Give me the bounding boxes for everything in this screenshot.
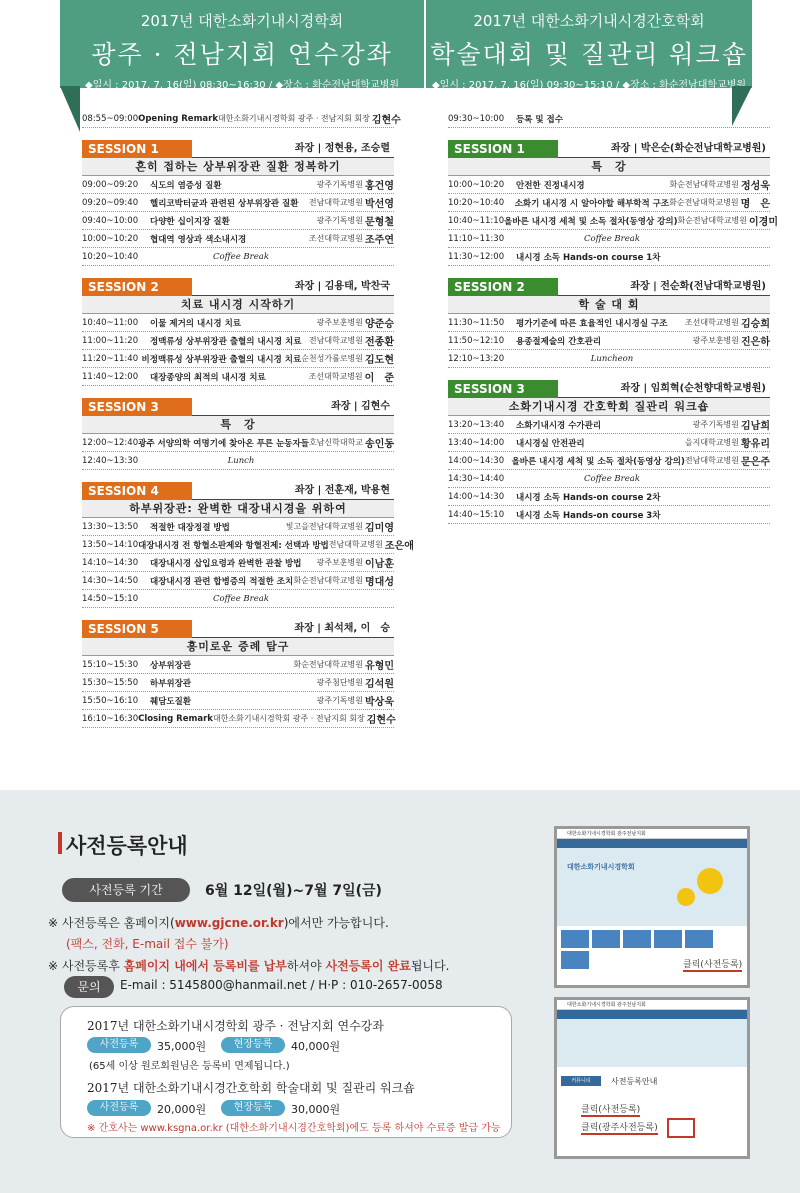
row-title: 비정맥류성 상부위장관 출혈의 내시경 치료: [141, 354, 302, 365]
right-header-info: ◆일시 : 2017. 7. 16(일) 09:30~15:10 / ◆장소 : 화순전남대학교병원: [431, 80, 747, 91]
program-row: [82, 368, 394, 386]
row-title: 상부위장관: [150, 660, 192, 671]
program-row: [82, 314, 394, 332]
row-title: 용종절제술의 간호관리: [516, 336, 602, 347]
row-speaker: 조은애: [384, 541, 414, 552]
row-speaker: 진은하: [741, 337, 770, 348]
session-label: SESSION 3: [82, 398, 192, 416]
row-time: 08:55~09:00: [82, 113, 139, 124]
program-row: [82, 212, 394, 230]
row-speaker: 명 은: [740, 199, 770, 210]
left-ribbon-fold: [60, 86, 80, 132]
row-time: 10:40~11:00: [82, 317, 139, 328]
left-header-event: 광주 · 전남지회 연수강좌: [91, 40, 393, 69]
row-title: 광주 서양의학 여명기에 찾아온 푸른 눈동자들: [138, 438, 309, 449]
row-title: Closing Remark: [138, 713, 213, 724]
note3-pre: ※ 사전등록후: [48, 959, 124, 973]
row-affiliation: 화순전남대학교병원: [293, 576, 364, 585]
row-speaker: 송인동: [365, 439, 395, 450]
row-affiliation: 대한소화기내시경학회 광주 · 전남지회 회장: [218, 114, 370, 123]
row-title: 대장내시경 삽입요령과 완벽한 관찰 방법: [150, 558, 302, 569]
fee-b-pre-amount: 20,000원: [157, 1103, 207, 1116]
row-speaker: 김도현: [365, 355, 394, 366]
row-affiliation: 순천성가롤로병원: [301, 354, 364, 363]
session-title: 흥미로운 증례 탐구: [82, 638, 394, 656]
row-affiliation: 광주기독병원: [316, 696, 364, 705]
row-title: Coffee Break: [584, 233, 640, 244]
registration-title: 사전등록안내: [66, 830, 188, 860]
row-affiliation: 광주기독병원: [316, 180, 364, 189]
row-title: 다양한 십이지장 질환: [150, 216, 230, 227]
site-name: 대한소화기내시경학회 광주전남지회: [557, 1000, 747, 1010]
session-header: [82, 140, 394, 158]
break-row: [82, 452, 394, 470]
row-title: 소화기 내시경 시 알아야할 해부학적 구조: [514, 198, 670, 209]
click-annotation: 클릭(사전등록): [581, 1102, 640, 1117]
hero-text: 대한소화기내시경학회: [567, 863, 635, 871]
row-speaker: 김미영: [365, 523, 394, 534]
program-row: [448, 332, 770, 350]
row-title: Coffee Break: [213, 593, 269, 604]
row-time: 15:10~15:30: [82, 659, 139, 670]
program-row: [82, 350, 394, 368]
row-affiliation: 화순전남대학교병원: [669, 180, 740, 189]
row-affiliation: 조선대학교병원: [308, 234, 364, 243]
session-title: 치료 내시경 시작하기: [82, 296, 394, 314]
right-header-event: 학술대회 및 질관리 워크숍: [430, 40, 748, 69]
program-row: [82, 674, 394, 692]
fee-b-onsite-pill: 현장등록: [221, 1100, 285, 1116]
row-title: 하부위장관: [150, 678, 192, 689]
row-affiliation: 전남대학교병원: [684, 456, 740, 465]
row-speaker: 문형철: [365, 217, 394, 228]
row-title: 평가기준에 따른 효율적인 내시경실 구조: [516, 318, 668, 329]
session-chair: 좌장 | 전훈재, 박용현: [192, 482, 394, 500]
row-title: Coffee Break: [584, 473, 640, 484]
break-row: [448, 230, 770, 248]
session-label: SESSION 2: [448, 278, 558, 296]
session-title: 소화기내시경 간호학회 질관리 워크숍: [448, 398, 770, 416]
program-row: [448, 488, 770, 506]
row-title: 협대역 영상과 색소내시경: [150, 234, 247, 245]
note-homepage: [48, 914, 389, 931]
row-affiliation: 을지대학교병원: [684, 438, 740, 447]
note3-mid: 하셔야: [286, 959, 326, 973]
row-affiliation: 조선대학교병원: [308, 372, 363, 381]
row-speaker: 양준승: [365, 319, 394, 330]
row-title: 적절한 대장정결 방법: [150, 522, 230, 533]
row-affiliation: 빛고을전남대학교병원: [285, 522, 364, 531]
row-speaker: 김남희: [741, 421, 770, 432]
session-header: [82, 482, 394, 500]
session-header: [82, 620, 394, 638]
row-title: 내시경 소독 Hands-on course 2차: [516, 492, 661, 503]
session-title: 학 술 대 회: [448, 296, 770, 314]
row-time: 11:20~11:40: [82, 353, 139, 364]
row-title: 대장내시경 전 항혈소판제와 항혈전제: 선택과 방법: [138, 540, 329, 551]
row-speaker: 유형민: [365, 661, 394, 672]
row-affiliation: 광주보훈병원: [316, 318, 364, 327]
row-speaker: 이남훈: [365, 559, 394, 570]
row-time: 10:20~10:40: [448, 197, 505, 208]
row-affiliation: 호남신학대학교: [308, 438, 364, 447]
warning-icon: [667, 1118, 695, 1138]
program-row: [448, 248, 770, 266]
row-title: 정맥류성 상부위장관 출혈의 내시경 치료: [150, 336, 302, 347]
row-affiliation: 전남대학교병원: [308, 198, 364, 207]
row-speaker: 명대성: [365, 577, 394, 588]
site-hero: [557, 1019, 747, 1067]
session-chair: 좌장 | 김현수: [192, 398, 394, 416]
row-affiliation: 광주기독병원: [316, 216, 364, 225]
row-speaker: 문은주: [741, 457, 770, 468]
row-affiliation: 조선대학교병원: [684, 318, 740, 327]
program-row: [82, 554, 394, 572]
fee-a-onsite-pill: 현장등록: [221, 1037, 285, 1053]
site-nav: [557, 1010, 747, 1019]
row-title: 이물 제거의 내시경 치료: [150, 318, 241, 329]
row-affiliation: 전남대학교병원: [328, 540, 383, 549]
registration-row: [448, 110, 770, 128]
row-time: 10:00~10:20: [82, 233, 139, 244]
program-row: [448, 416, 770, 434]
contact-label-pill: 문의: [64, 976, 114, 998]
session-label: SESSION 3: [448, 380, 558, 398]
note-no-fax: (팩스, 전화, E-mail 접수 불가): [66, 937, 229, 951]
sunflower-icon: [677, 888, 695, 906]
row-time: 09:40~10:00: [82, 215, 139, 226]
row-time: 09:00~09:20: [82, 179, 139, 190]
website-screenshot-1: [554, 826, 750, 988]
program-row: [448, 434, 770, 452]
registration-period: 6월 12일(월)~7월 7일(금): [205, 883, 382, 899]
left-sessions: [82, 140, 414, 728]
fee-b-title: 2017년 대한소화기내시경간호학회 학술대회 및 질관리 워크숍: [87, 1081, 415, 1095]
row-title: 헬리코박터균과 관련된 상부위장관 질환: [150, 198, 299, 209]
left-header-banner: [60, 0, 424, 91]
fee-a-onsite-amount: 40,000원: [291, 1040, 341, 1053]
program-row: [82, 692, 394, 710]
program-row: [82, 656, 394, 674]
session-chair: 좌장 | 최석채, 이 승: [192, 620, 394, 638]
row-title: 대장종양의 최적의 내시경 치료: [150, 372, 266, 383]
session-header: [448, 140, 770, 158]
session-label: SESSION 1: [448, 140, 558, 158]
fee-a-pre-amount: 35,000원: [157, 1040, 207, 1053]
program-row: [82, 332, 394, 350]
row-speaker: 박선영: [365, 199, 394, 210]
row-time: 10:00~10:20: [448, 179, 505, 190]
row-time: 15:30~15:50: [82, 677, 139, 688]
program-row: [82, 536, 414, 554]
row-speaker: 전종환: [365, 337, 394, 348]
program-row: [448, 506, 770, 524]
fee-b-pre-pill: 사전등록: [87, 1100, 151, 1116]
row-time: 13:30~13:50: [82, 521, 139, 532]
row-affiliation: 화순전남대학교병원: [293, 660, 364, 669]
row-time: 11:30~12:00: [448, 251, 505, 262]
break-row: [448, 350, 770, 368]
row-time: 14:10~14:30: [82, 557, 139, 568]
row-affiliation: 광주기독병원: [692, 420, 740, 429]
note3-post: 됩니다.: [410, 959, 450, 973]
program-row: [82, 434, 394, 452]
row-speaker: 김현수: [371, 115, 401, 126]
break-row: [82, 590, 394, 608]
right-sessions: [448, 140, 778, 524]
side-menu-label: 커뮤니티: [561, 1076, 601, 1086]
fee-a-note: (65세 이상 원로회원님은 등록비 면제됩니다.): [89, 1061, 290, 1072]
row-speaker: 조주연: [365, 235, 394, 246]
row-time: 12:00~12:40: [82, 437, 139, 448]
row-title: Opening Remark: [138, 113, 219, 124]
click-annotation: 클릭(광주사전등록): [581, 1120, 658, 1135]
session-label: SESSION 5: [82, 620, 192, 638]
row-time: 13:20~13:40: [448, 419, 505, 430]
note1-post: )에서만 가능합니다.: [283, 916, 389, 930]
program-row: [448, 314, 770, 332]
row-speaker: 정성욱: [741, 181, 770, 192]
click-annotation: 클릭(사전등록): [683, 957, 742, 972]
row-time: 15:50~16:10: [82, 695, 139, 706]
row-title: 소화기내시경 수가관리: [516, 420, 602, 431]
row-time: 16:10~16:30: [82, 713, 139, 724]
note1-pre: ※ 사전등록은 홈페이지(: [48, 916, 175, 930]
row-time: 14:00~14:30: [448, 455, 505, 466]
session-title: 흔히 접하는 상부위장관 질환 정복하기: [82, 158, 394, 176]
fee-a-pre-pill: 사전등록: [87, 1037, 151, 1053]
left-header-year-title: 2017년 대한소화기내시경학회: [140, 12, 344, 30]
row-time: 13:50~14:10: [82, 539, 139, 550]
row-time: 13:40~14:00: [448, 437, 505, 448]
program-row: [82, 710, 394, 728]
row-title: Luncheon: [590, 353, 634, 364]
row-speaker: 김현수: [366, 715, 396, 726]
homepage-link[interactable]: www.gjcne.or.kr: [174, 916, 284, 930]
program-row: [82, 230, 394, 248]
row-title: 안전한 진정내시경: [516, 180, 585, 191]
row-title: 대장내시경 관련 합병증의 적절한 조치: [150, 576, 294, 587]
site-nav: [557, 839, 747, 848]
session-label: SESSION 2: [82, 278, 192, 296]
row-title: 내시경 소독 Hands-on course 3차: [516, 510, 661, 521]
program-row: [448, 176, 770, 194]
session-chair: 좌장 | 임희혁(순천향대학교병원): [558, 380, 770, 398]
left-program-column: [82, 110, 414, 728]
row-time: 11:30~11:50: [448, 317, 505, 328]
row-time: 14:50~15:10: [82, 593, 139, 604]
row-title: 올바른 내시경 세척 및 소독 절차(동영상 강의): [504, 216, 678, 227]
session-chair: 좌장 | 정현용, 조승렬: [192, 140, 394, 158]
fee-box: [60, 1006, 512, 1138]
contact-info: E-mail : 5145800@hanmail.net / H·P : 010-2657-0058: [120, 978, 443, 992]
row-time: 10:40~11:10: [448, 215, 505, 226]
row-time: 11:10~11:30: [448, 233, 505, 244]
row-title: Coffee Break: [213, 251, 269, 262]
session-label: SESSION 1: [82, 140, 192, 158]
row-title: 등록 및 접수: [516, 114, 563, 125]
row-title: 내시경 소독 Hands-on course 1차: [516, 252, 661, 263]
row-affiliation: 대한소화기내시경학회 광주 · 전남지회 회장: [212, 714, 365, 723]
panel-label: 사전등록안내: [611, 1077, 658, 1086]
row-time: 11:50~12:10: [448, 335, 505, 346]
break-row: [82, 248, 394, 266]
site-name: 대한소화기내시경학회 광주전남지회: [557, 829, 747, 839]
row-speaker: 이 준: [364, 373, 394, 384]
row-speaker: 이경미: [749, 217, 778, 228]
row-time: 11:40~12:00: [82, 371, 139, 382]
note3-red1: 홈페이지 내에서 등록비를 납부: [123, 959, 287, 973]
program-row: [448, 212, 778, 230]
right-header-year-title: 2017년 대한소화기내시경간호학회: [473, 12, 705, 30]
row-time: 09:20~09:40: [82, 197, 139, 208]
row-title: 내시경실 안전관리: [516, 438, 585, 449]
row-time: 12:10~13:20: [448, 353, 505, 364]
row-speaker: 황유리: [741, 439, 770, 450]
row-speaker: 김승희: [741, 319, 770, 330]
row-time: 11:00~11:20: [82, 335, 139, 346]
program-row: [82, 518, 394, 536]
right-program-column: [448, 110, 778, 524]
row-affiliation: 광주보훈병원: [316, 558, 364, 567]
program-row: [82, 176, 394, 194]
session-chair: 좌장 | 전순화(전남대학교병원): [558, 278, 770, 296]
program-row: [82, 194, 394, 212]
row-time: 14:30~14:40: [448, 473, 505, 484]
row-time: 10:20~10:40: [82, 251, 139, 262]
session-header: [82, 278, 394, 296]
row-affiliation: 광주보훈병원: [692, 336, 740, 345]
row-title: 식도의 염증성 질환: [150, 180, 222, 191]
row-speaker: 김석원: [365, 679, 394, 690]
row-speaker: 박상욱: [365, 697, 394, 708]
session-header: [82, 398, 394, 416]
row-affiliation: 화순전남대학교병원: [677, 216, 748, 225]
row-time: 09:30~10:00: [448, 113, 505, 124]
row-title: 췌담도질환: [150, 696, 192, 707]
program-row: [448, 452, 770, 470]
row-title: 올바른 내시경 세척 및 소독 절차(동영상 강의): [511, 456, 685, 467]
row-affiliation: 화순전남대학교병원: [669, 198, 739, 207]
program-row: [448, 194, 770, 212]
row-affiliation: 전남대학교병원: [308, 336, 364, 345]
row-time: 14:40~15:10: [448, 509, 505, 520]
left-header-info: ◆일시 : 2017. 7. 16(일) 08:30~16:30 / ◆장소 : 화순전남대학교병원: [84, 80, 400, 91]
opening-row: [82, 110, 401, 128]
row-time: 14:00~14:30: [448, 491, 505, 502]
session-title: 특 강: [448, 158, 770, 176]
row-time: 14:30~14:50: [82, 575, 139, 586]
break-row: [448, 470, 770, 488]
fee-b-note: ※ 간호사는 www.ksgna.or.kr (대한소화기내시경간호학회)에도 등록 하셔야 수료증 발급 가능: [87, 1123, 501, 1134]
note-payment: [48, 957, 449, 974]
note3-red2: 사전등록이 완료: [325, 959, 411, 973]
program-row: [82, 572, 394, 590]
fee-b-onsite-amount: 30,000원: [291, 1103, 341, 1116]
fee-a-title: 2017년 대한소화기내시경학회 광주 · 전남지회 연수강좌: [87, 1019, 384, 1033]
row-speaker: 홍건영: [365, 181, 394, 192]
session-chair: 좌장 | 김용태, 박찬국: [192, 278, 394, 296]
row-affiliation: 광주첨단병원: [316, 678, 364, 687]
site-hero: [557, 848, 747, 926]
period-label-pill: 사전등록 기간: [62, 878, 190, 902]
row-time: 12:40~13:30: [82, 455, 139, 466]
session-label: SESSION 4: [82, 482, 192, 500]
row-title: Lunch: [227, 455, 255, 466]
website-screenshot-2: [554, 997, 750, 1159]
sunflower-icon: [697, 868, 723, 894]
session-header: [448, 380, 770, 398]
session-title: 하부위장관: 완벽한 대장내시경을 위하여: [82, 500, 394, 518]
session-chair: 좌장 | 박은순(화순전남대학교병원): [558, 140, 770, 158]
right-header-banner: [426, 0, 752, 91]
session-title: 특 강: [82, 416, 394, 434]
session-header: [448, 278, 770, 296]
